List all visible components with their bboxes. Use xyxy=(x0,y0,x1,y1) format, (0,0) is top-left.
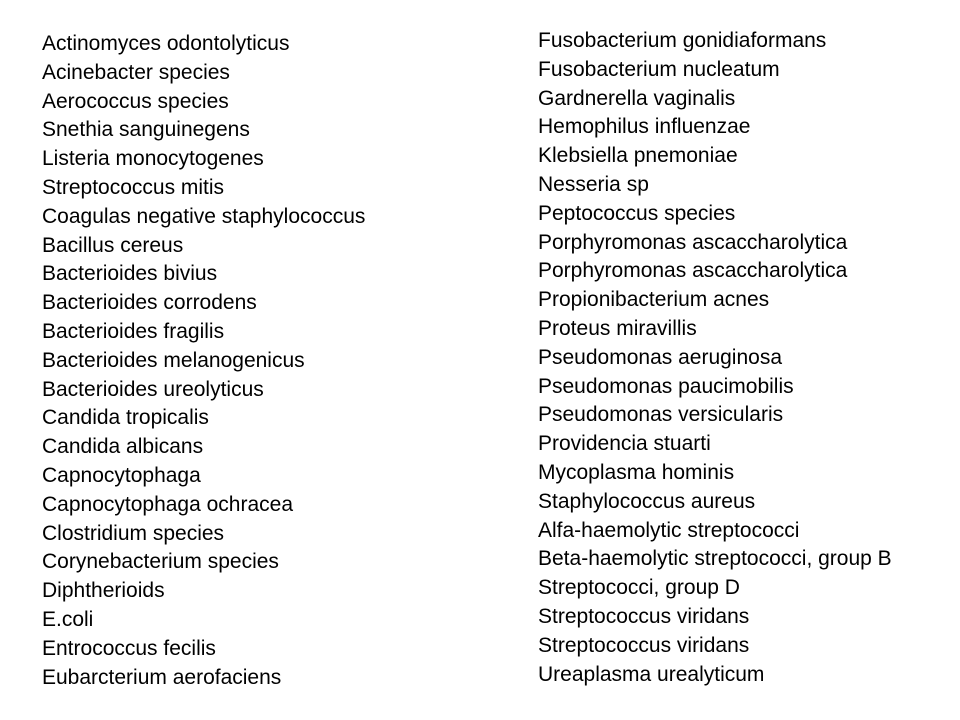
organism-item: Pseudomonas paucimobilis xyxy=(538,374,794,398)
organism-item: Capnocytophaga xyxy=(42,463,201,487)
organism-item: Clostridium species xyxy=(42,521,225,545)
organism-item: Proteus miravillis xyxy=(538,316,697,340)
organism-item: Bacillus cereus xyxy=(42,233,184,257)
organism-item: Bacterioides ureolyticus xyxy=(42,377,264,401)
organism-item: E.coli xyxy=(42,607,94,631)
organism-item: Aerococcus species xyxy=(42,89,229,113)
right-organism-list xyxy=(538,27,892,689)
organism-item: Fusobacterium gonidiaformans xyxy=(538,29,827,52)
organism-item: Bacterioides fragilis xyxy=(42,319,225,343)
organism-item: Snethia sanguinegens xyxy=(42,118,250,142)
organism-item: Fusobacterium nucleatum xyxy=(538,57,780,81)
organism-item: Actinomyces odontolyticus xyxy=(42,32,290,55)
organism-item: Klebsiella pnemoniae xyxy=(538,144,738,168)
organism-item: Hemophilus influenzae xyxy=(538,115,751,139)
organism-item: Bacterioides melanogenicus xyxy=(42,348,305,372)
organism-item: Coagulas negative staphylococcus xyxy=(42,204,366,228)
organism-item: Mycoplasma hominis xyxy=(538,460,735,484)
organism-item: Streptococcus mitis xyxy=(42,175,225,199)
organism-item: Streptococci, group D xyxy=(538,576,740,600)
organism-item: Diphtherioids xyxy=(42,579,165,603)
organism-item: Alfa-haemolytic streptococci xyxy=(538,518,800,542)
organism-item: Capnocytophaga ochracea xyxy=(42,492,294,516)
organism-item: Gardnerella vaginalis xyxy=(538,86,736,110)
organism-item: Peptococcus species xyxy=(538,201,736,225)
organism-item: Staphylococcus aureus xyxy=(538,489,756,513)
organism-item: Streptococcus viridans xyxy=(538,604,750,628)
organism-item: Nesseria sp xyxy=(538,172,649,196)
organism-item: Corynebacterium species xyxy=(42,550,279,574)
organism-item: Providencia stuarti xyxy=(538,432,711,456)
organism-item: Porphyromonas ascaccharolytica xyxy=(538,259,848,283)
organism-item: Candida albicans xyxy=(42,435,204,459)
organism-item: Pseudomonas versicularis xyxy=(538,403,784,427)
organism-item: Pseudomonas aeruginosa xyxy=(538,345,783,369)
organism-item: Entrococcus fecilis xyxy=(42,636,216,660)
organism-item: Bacterioides bivius xyxy=(42,262,218,286)
organism-item: Porphyromonas ascaccharolytica xyxy=(538,230,848,254)
organism-item: Eubarcterium aerofaciens xyxy=(42,665,282,689)
organism-item: Beta-haemolytic streptococci, group B xyxy=(538,547,892,571)
organism-item: Candida tropicalis xyxy=(42,406,209,430)
left-organism-list xyxy=(42,30,365,692)
organism-item: Ureaplasma urealyticum xyxy=(538,662,765,686)
organism-item: Propionibacterium acnes xyxy=(538,288,770,312)
organism-item: Acinebacter species xyxy=(42,60,230,84)
organism-item: Listeria monocytogenes xyxy=(42,147,264,171)
organism-item: Streptococcus viridans xyxy=(538,633,750,657)
organism-item: Bacterioides corrodens xyxy=(42,291,257,315)
